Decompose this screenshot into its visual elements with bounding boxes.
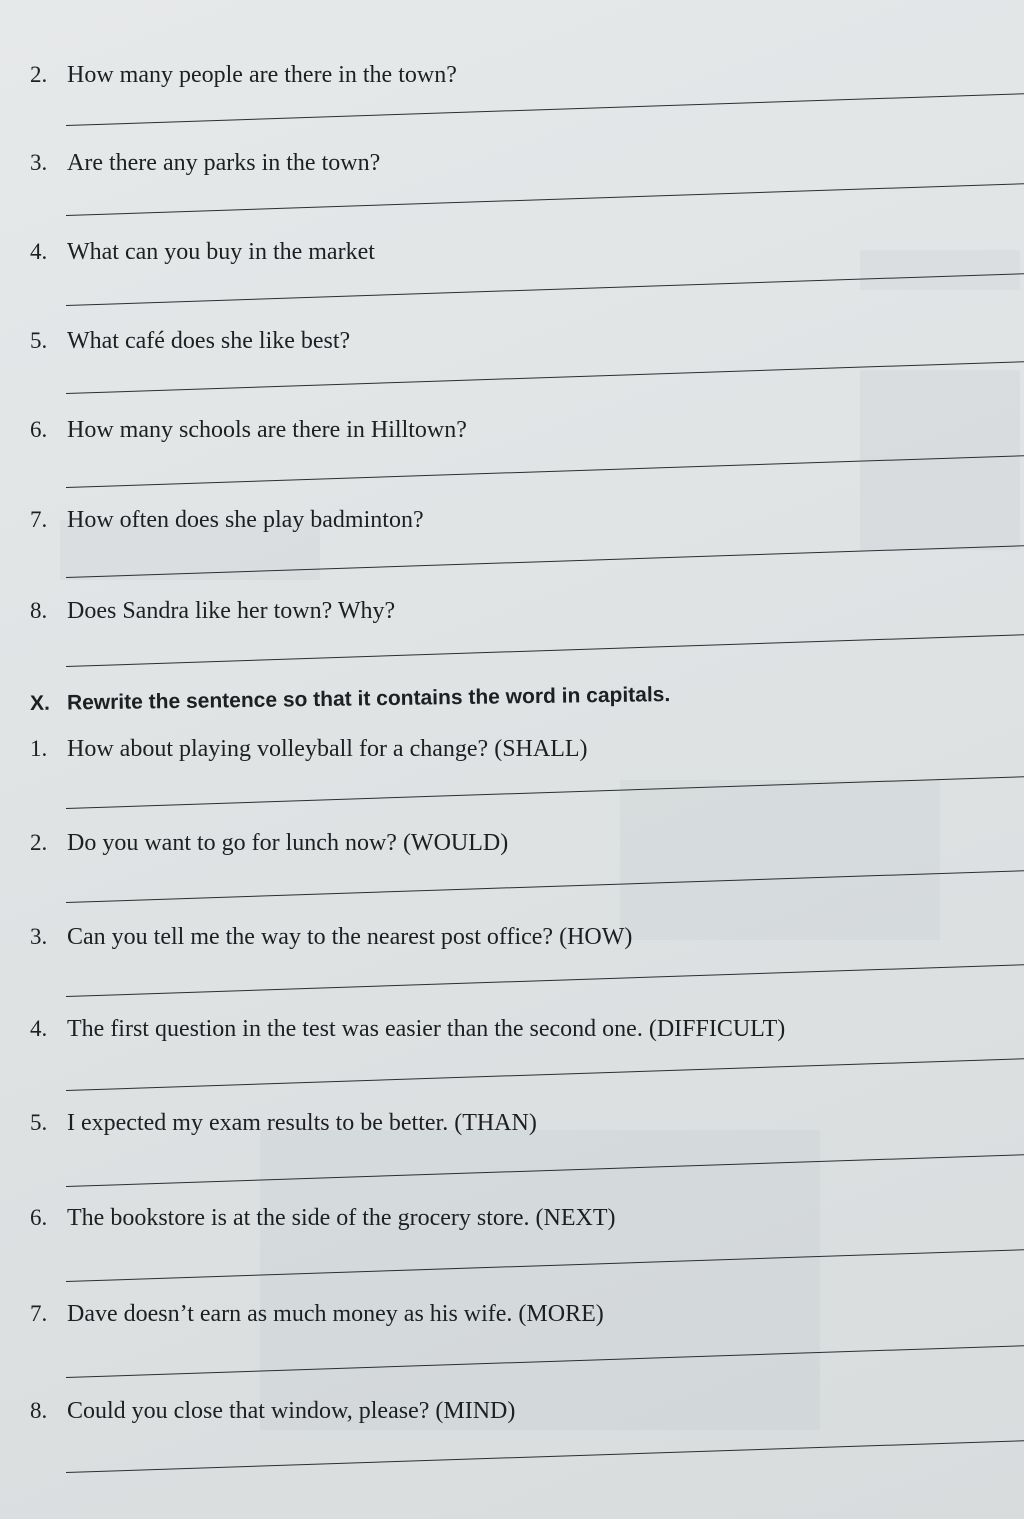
question-item [0,237,1024,297]
bleed-through-shape [260,1130,820,1430]
question-item [0,596,1024,656]
question-number: 5. [30,328,48,353]
rewrite-number: 8. [30,1398,48,1423]
rewrite-item [0,828,1024,888]
question-text: What can you buy in the market [67,239,375,265]
question-text: Does Sandra like her town? Why? [67,598,396,624]
rewrite-sentence: I expected my exam results to be better. (THAN) [67,1110,537,1136]
answer-line[interactable] [66,183,1024,216]
question-text: Are there any parks in the town? [67,150,381,176]
answer-line[interactable] [66,545,1024,578]
answer-line[interactable] [66,1058,1024,1091]
question-item [0,148,1024,208]
rewrite-item [0,1203,1024,1263]
rewrite-sentence: The bookstore is at the side of the grocery store. (NEXT) [67,1205,616,1231]
rewrite-item [0,1108,1024,1168]
question-number: 4. [30,239,48,264]
rewrite-sentence: Dave doesn’t earn as much money as his wife. (MORE) [67,1301,604,1327]
rewrite-number: 7. [30,1301,48,1326]
answer-line[interactable] [66,964,1024,997]
rewrite-number: 5. [30,1110,48,1135]
rewrite-number: 4. [30,1016,48,1041]
rewrite-item [0,734,1024,794]
answer-line[interactable] [66,1440,1024,1473]
answer-line[interactable] [66,634,1024,667]
question-item [0,505,1024,565]
rewrite-number: 6. [30,1205,48,1230]
question-number: 7. [30,507,48,532]
question-number: 6. [30,417,48,442]
rewrite-number: 1. [30,736,48,761]
question-number: 2. [30,62,48,87]
answer-line[interactable] [66,273,1024,306]
question-text: What café does she like best? [67,328,351,354]
rewrite-sentence: Do you want to go for lunch now? (WOULD) [67,830,509,856]
question-item [0,326,1024,386]
rewrite-sentence: The first question in the test was easier than the second one. (DIFFICULT) [67,1016,786,1042]
question-number: 3. [30,150,48,175]
rewrite-item [0,1014,1024,1074]
question-number: 8. [30,598,48,623]
question-item [0,60,1024,120]
rewrite-item [0,1299,1024,1359]
section-number: X. [29,691,50,715]
rewrite-item [0,922,1024,982]
rewrite-item [0,1396,1024,1456]
question-text: How many schools are there in Hilltown? [67,417,467,443]
rewrite-sentence: Can you tell me the way to the nearest post office? (HOW) [67,924,633,950]
rewrite-number: 2. [30,830,48,855]
question-text: How often does she play badminton? [67,507,424,533]
rewrite-number: 3. [30,924,48,949]
rewrite-sentence: How about playing volleyball for a change? (SHALL) [67,736,588,762]
question-text: How many people are there in the town? [67,62,457,88]
rewrite-sentence: Could you close that window, please? (MIND) [67,1398,516,1424]
question-item [0,415,1024,475]
section-heading [30,681,671,718]
answer-line[interactable] [66,93,1024,126]
section-instruction: Rewrite the sentence so that it contains the word in capitals. [66,683,671,715]
